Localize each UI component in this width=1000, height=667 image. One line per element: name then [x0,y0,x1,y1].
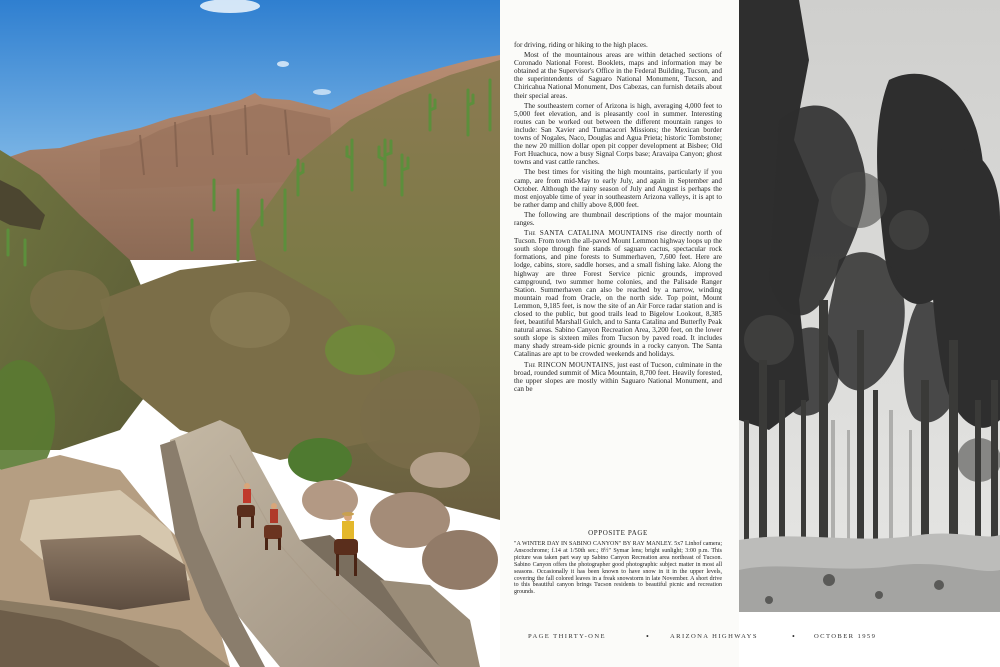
arizona-pines-photo [739,0,1000,612]
opposite-page-heading: OPPOSITE PAGE [588,529,648,537]
footer-separator: • [792,632,797,641]
paragraph-santa-catalina [514,229,722,359]
paragraph: The southeastern corner of Arizona is high, averaging 4,000 feet to 5,000 feet elevation, and is pleasantly cool in summer. Interesting routes can be worked out between the different mountain ranges to include: San Xavier and Tumacacori Missions; the Mexican border towns of Nogales, Naco, Douglas and Agua Prieta; historic Tombstone; the new 20 million dollar open pit copper development at Bisbee; Old Fort Huachuca, now a busy Signal Corps base; Aravaipa Canyon; ghost towns and vast cattle ranches. [514,101,722,167]
paragraph: The following are thumbnail descriptions of the major mountain ranges. [514,210,722,227]
pine-forest-illustration [739,0,1000,612]
issue-date: OCTOBER 1959 [814,633,877,640]
range-name: The RINCON MOUNTAINS, [524,360,616,369]
opposite-page-caption: "A WINTER DAY IN SABINO CANYON" BY RAY MANLEY. 5x7 Linhof camera; Anscochrome; f.14 at 1/50th sec.; 8½" Symar lens; bright sunlight; 3:00 p.m. This picture was taken part way up Sabino Canyon Recreation area northeast of Tucson. Sabino Canyon offers the photographer good photographic subject matter in most all seasons. Occasionally it has been known to have snow in it in the upper levels, covering the fall colored leaves in a freak snowstorm in late November. A short drive to this beautiful canyon brings Tucson residents to beautiful picnic and recreation grounds. [514,541,722,596]
paragraph-text: just east of Tucson, culminate in the broad, rounded summit of Mica Mountain, 8,700 feet. Heavily forested, the upper slopes are mostly within Saguaro National Monument, and can be [514,360,722,393]
paragraph-text: rise directly north of Tucson. From town the all-paved Mount Lemmon highway loops up the south slope through fine stands of saguaro cactus, spectacular rock formations, and pine forests to Summerhaven, 7,600 feet. Here are lodge, cabins, store, saddle horses, and a small fishing lake. Along the highway are three Forest Service picnic grounds, improved campground, two summer home colonies, and the Palisade Ranger Station. Summerhaven can also be reached by a narrow, winding mountain road from Oracle, on the north side. Top point, Mount Lemmon, 9,185 feet, is now the site of an Air Force radar station and is closed to the public, but good trails lead to Bigelow Lookout, 8,385 feet, beautiful Marshall Gulch, and to Santa Catalina and Butterfly Peak natural areas. Sabino Canyon Recreation Area, 3,200 feet, on the lower south slope is sixteen miles from Tucson by paved road. It includes many shady stream-side picnic grounds in a rocky canyon. The Santa Catalinas are apt to be crowded weekends and holidays. [514,229,722,359]
paragraph: for driving, riding or hiking to the high places. [514,41,648,49]
paragraph-rincon [514,361,722,393]
footer-separator: • [646,632,651,641]
paragraph: The best times for visiting the high mountains, particularly if you camp, are from mid-May to early July, and again in September and October. Although the rainy season of July and August is perhaps the most enjoyable time of year in southeastern Arizona valleys, it is apt to be rather damp and chilly above 8,000 feet. [514,168,722,209]
page-number: PAGE THIRTY-ONE [528,633,606,640]
page-footer [528,633,968,645]
range-name: The SANTA CATALINA MOUNTAINS [524,229,653,238]
article-body [514,41,722,395]
magazine-name: ARIZONA HIGHWAYS [670,633,758,640]
paragraph: Most of the mountainous areas are within detached sections of Coronado National Forest. Booklets, maps and information may be obtained at the Supervisor's Office in the Federal Building, Tucson, and the superintendents of Saguaro National Monument, Tucson, and Chiricahua National Monument, Dos Cabezas, can furnish details about their special areas. [514,51,722,100]
